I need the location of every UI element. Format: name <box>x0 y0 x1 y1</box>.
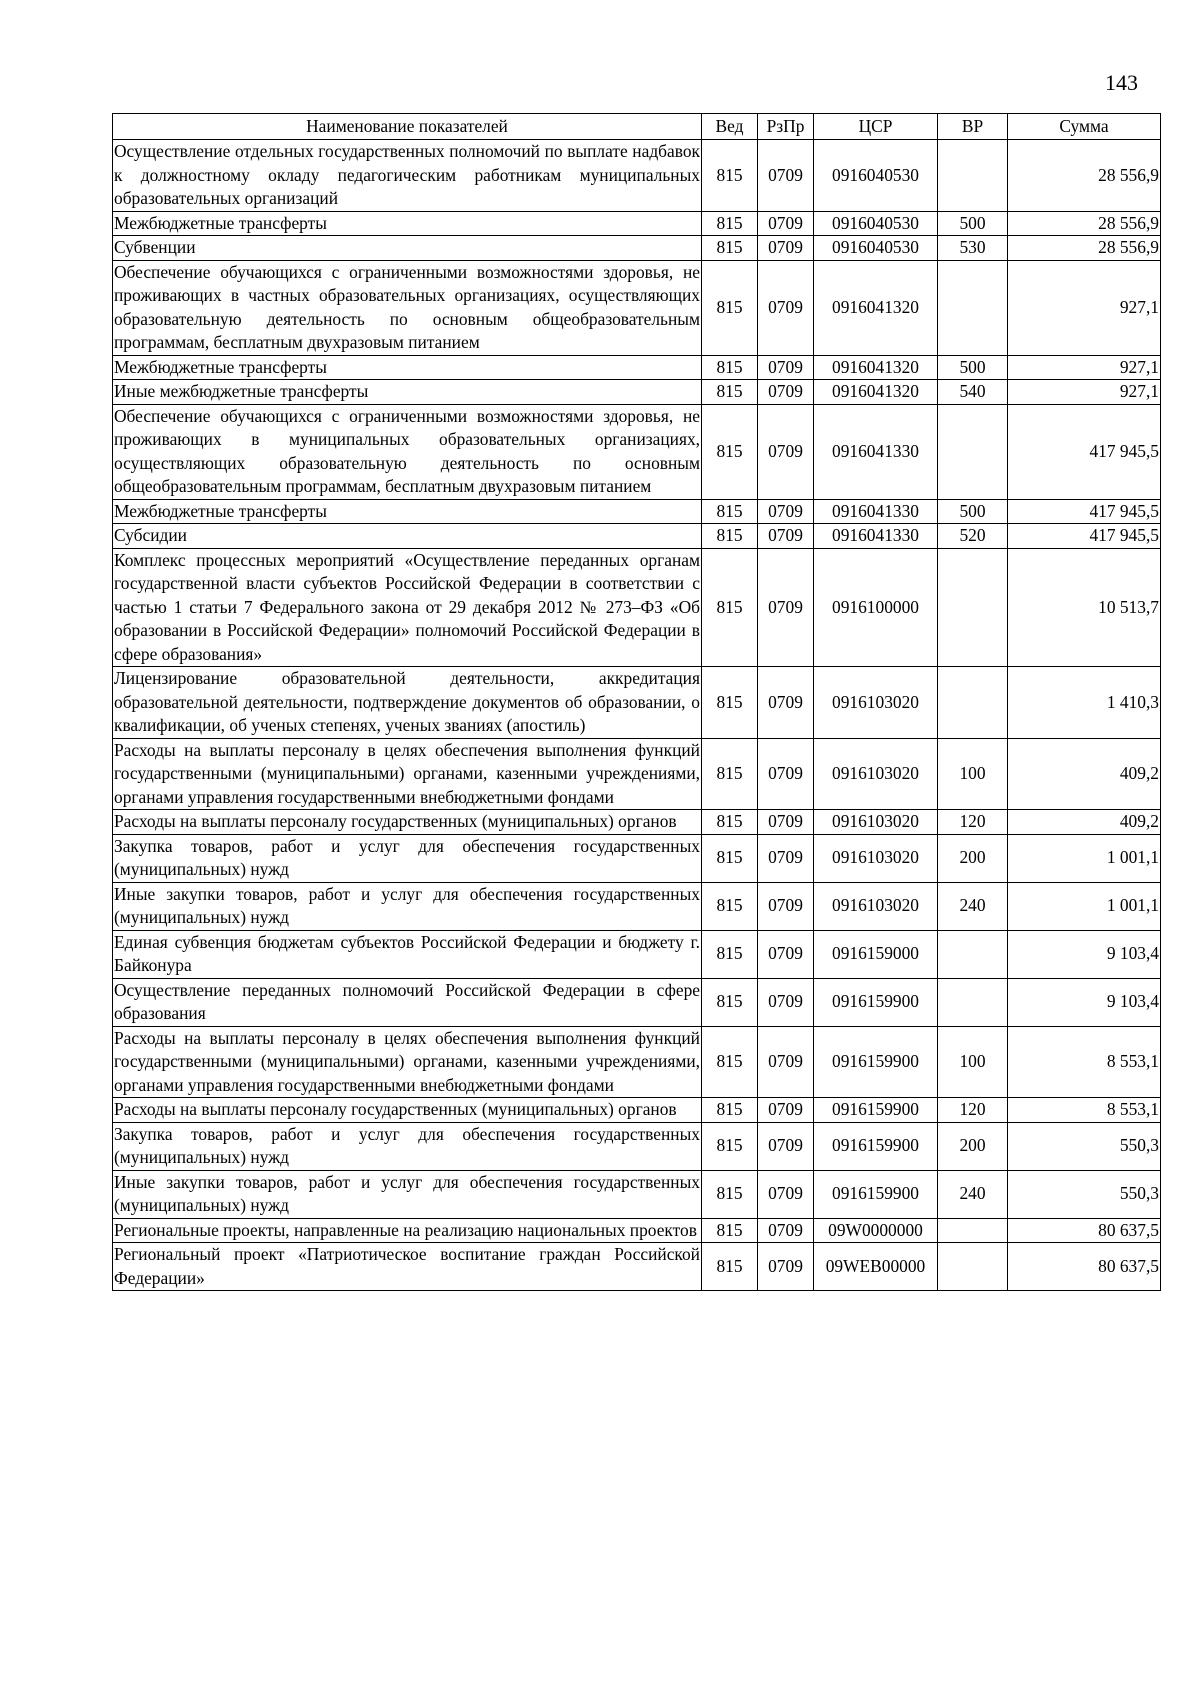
row-rzpr: 0709 <box>758 810 814 835</box>
row-sum: 417 945,5 <box>1008 404 1161 499</box>
table-row <box>113 1170 1161 1218</box>
row-vr: 530 <box>938 236 1008 261</box>
row-ved: 815 <box>702 524 758 549</box>
table-row <box>113 1122 1161 1170</box>
row-rzpr: 0709 <box>758 882 814 930</box>
header-ved: Вед <box>702 114 758 140</box>
row-ved: 815 <box>702 1098 758 1123</box>
row-ved: 815 <box>702 834 758 882</box>
row-sum: 409,2 <box>1008 810 1161 835</box>
row-name: Лицензирование образовательной деятельности, аккредитация образовательной деятельности, подтверждение документов об образовании, о квалификации, об ученых степенях, ученых званиях (апостиль) <box>113 667 702 739</box>
row-name: Осуществление отдельных государственных полномочий по выплате надбавок к должностному окладу педагогическим работникам муниципальных образовательных организаций <box>113 140 702 212</box>
row-sum: 8 553,1 <box>1008 1026 1161 1098</box>
row-sum: 417 945,5 <box>1008 499 1161 524</box>
header-csr: ЦСР <box>814 114 938 140</box>
row-ved: 815 <box>702 211 758 236</box>
budget-table <box>112 113 1161 1291</box>
row-rzpr: 0709 <box>758 404 814 499</box>
table-row <box>113 260 1161 355</box>
row-csr: 0916041330 <box>814 499 938 524</box>
table-row <box>113 667 1161 739</box>
row-vr: 120 <box>938 1098 1008 1123</box>
row-csr: 0916103020 <box>814 667 938 739</box>
row-name: Закупка товаров, работ и услуг для обеспечения государственных (муниципальных) нужд <box>113 834 702 882</box>
row-csr: 0916159900 <box>814 978 938 1026</box>
row-name: Субвенции <box>113 236 702 261</box>
row-sum: 9 103,4 <box>1008 930 1161 978</box>
row-rzpr: 0709 <box>758 548 814 667</box>
row-vr: 500 <box>938 355 1008 380</box>
table-body <box>113 140 1161 1291</box>
row-vr <box>938 978 1008 1026</box>
row-csr: 0916103020 <box>814 738 938 810</box>
row-csr: 0916041330 <box>814 524 938 549</box>
row-csr: 0916159900 <box>814 1098 938 1123</box>
row-ved: 815 <box>702 810 758 835</box>
row-vr: 200 <box>938 834 1008 882</box>
table-row <box>113 1026 1161 1098</box>
row-csr: 09WEB00000 <box>814 1243 938 1291</box>
row-rzpr: 0709 <box>758 1098 814 1123</box>
table-row <box>113 524 1161 549</box>
row-name: Осуществление переданных полномочий Российской Федерации в сфере образования <box>113 978 702 1026</box>
row-csr: 0916103020 <box>814 882 938 930</box>
row-csr: 0916159900 <box>814 1170 938 1218</box>
row-vr: 500 <box>938 211 1008 236</box>
row-sum: 927,1 <box>1008 260 1161 355</box>
row-rzpr: 0709 <box>758 140 814 212</box>
row-sum: 80 637,5 <box>1008 1218 1161 1243</box>
row-vr <box>938 140 1008 212</box>
page-number: 143 <box>1105 70 1138 95</box>
row-vr: 240 <box>938 1170 1008 1218</box>
row-vr <box>938 1243 1008 1291</box>
row-name: Субсидии <box>113 524 702 549</box>
row-name: Расходы на выплаты персоналу государственных (муниципальных) органов <box>113 810 702 835</box>
row-vr: 100 <box>938 738 1008 810</box>
row-vr <box>938 930 1008 978</box>
row-rzpr: 0709 <box>758 738 814 810</box>
row-ved: 815 <box>702 930 758 978</box>
row-ved: 815 <box>702 404 758 499</box>
table-row <box>113 548 1161 667</box>
row-rzpr: 0709 <box>758 1122 814 1170</box>
row-csr: 0916040530 <box>814 140 938 212</box>
row-name: Межбюджетные трансферты <box>113 355 702 380</box>
row-ved: 815 <box>702 499 758 524</box>
row-name: Комплекс процессных мероприятий «Осуществление переданных органам государственной власти субъектов Российской Федерации в соответствии с частью 1 статьи 7 Федерального закона от 29 декабря 2012 № 273–ФЗ «Об образовании в Российской Федерации» полномочий Российской Федерации в сфере образования» <box>113 548 702 667</box>
row-sum: 10 513,7 <box>1008 548 1161 667</box>
row-name: Иные закупки товаров, работ и услуг для обеспечения государственных (муниципальных) нужд <box>113 1170 702 1218</box>
row-name: Межбюджетные трансферты <box>113 211 702 236</box>
row-sum: 80 637,5 <box>1008 1243 1161 1291</box>
row-csr: 0916100000 <box>814 548 938 667</box>
row-ved: 815 <box>702 260 758 355</box>
row-name: Единая субвенция бюджетам субъектов Российской Федерации и бюджету г. Байконура <box>113 930 702 978</box>
row-ved: 815 <box>702 978 758 1026</box>
table-row <box>113 810 1161 835</box>
table-row <box>113 930 1161 978</box>
row-name: Иные межбюджетные трансферты <box>113 380 702 405</box>
row-rzpr: 0709 <box>758 380 814 405</box>
row-rzpr: 0709 <box>758 524 814 549</box>
row-vr: 520 <box>938 524 1008 549</box>
row-ved: 815 <box>702 548 758 667</box>
row-ved: 815 <box>702 1243 758 1291</box>
row-rzpr: 0709 <box>758 930 814 978</box>
row-rzpr: 0709 <box>758 1170 814 1218</box>
row-sum: 28 556,9 <box>1008 236 1161 261</box>
table-row <box>113 236 1161 261</box>
row-sum: 927,1 <box>1008 380 1161 405</box>
row-ved: 815 <box>702 1122 758 1170</box>
row-csr: 0916041320 <box>814 380 938 405</box>
header-name: Наименование показателей <box>113 114 702 140</box>
row-sum: 8 553,1 <box>1008 1098 1161 1123</box>
row-ved: 815 <box>702 1218 758 1243</box>
row-sum: 409,2 <box>1008 738 1161 810</box>
row-name: Расходы на выплаты персоналу в целях обеспечения выполнения функций государственными (муниципальными) органами, казенными учреждениями, органами управления государственными внебюджетными фондами <box>113 1026 702 1098</box>
table-row <box>113 380 1161 405</box>
row-rzpr: 0709 <box>758 499 814 524</box>
header-sum: Сумма <box>1008 114 1161 140</box>
header-vr: ВР <box>938 114 1008 140</box>
row-rzpr: 0709 <box>758 236 814 261</box>
row-name: Закупка товаров, работ и услуг для обеспечения государственных (муниципальных) нужд <box>113 1122 702 1170</box>
row-ved: 815 <box>702 355 758 380</box>
table-row <box>113 1243 1161 1291</box>
row-csr: 0916041330 <box>814 404 938 499</box>
row-vr: 100 <box>938 1026 1008 1098</box>
row-ved: 815 <box>702 380 758 405</box>
row-vr <box>938 548 1008 667</box>
table-row <box>113 355 1161 380</box>
row-ved: 815 <box>702 667 758 739</box>
row-csr: 0916041320 <box>814 260 938 355</box>
table-row <box>113 738 1161 810</box>
row-rzpr: 0709 <box>758 978 814 1026</box>
row-vr <box>938 260 1008 355</box>
row-name: Расходы на выплаты персоналу в целях обеспечения выполнения функций государственными (муниципальными) органами, казенными учреждениями, органами управления государственными внебюджетными фондами <box>113 738 702 810</box>
row-vr: 240 <box>938 882 1008 930</box>
row-csr: 0916103020 <box>814 810 938 835</box>
row-vr <box>938 404 1008 499</box>
row-sum: 550,3 <box>1008 1122 1161 1170</box>
row-csr: 09W0000000 <box>814 1218 938 1243</box>
row-sum: 1 001,1 <box>1008 834 1161 882</box>
row-sum: 9 103,4 <box>1008 978 1161 1026</box>
row-sum: 927,1 <box>1008 355 1161 380</box>
table-row <box>113 978 1161 1026</box>
row-ved: 815 <box>702 882 758 930</box>
header-rzpr: РзПр <box>758 114 814 140</box>
row-ved: 815 <box>702 140 758 212</box>
row-name: Иные закупки товаров, работ и услуг для обеспечения государственных (муниципальных) нужд <box>113 882 702 930</box>
table-row <box>113 499 1161 524</box>
table-header-row <box>113 114 1161 140</box>
row-rzpr: 0709 <box>758 1026 814 1098</box>
row-name: Обеспечение обучающихся с ограниченными возможностями здоровья, не проживающих в муниципальных образовательных организациях, осуществляющих образовательную деятельность по основным общеобразовательным программам, бесплатным двухразовым питанием <box>113 404 702 499</box>
table-row <box>113 211 1161 236</box>
row-vr: 200 <box>938 1122 1008 1170</box>
row-vr <box>938 667 1008 739</box>
row-rzpr: 0709 <box>758 1243 814 1291</box>
table-row <box>113 834 1161 882</box>
row-csr: 0916159900 <box>814 1026 938 1098</box>
row-rzpr: 0709 <box>758 355 814 380</box>
row-rzpr: 0709 <box>758 260 814 355</box>
row-csr: 0916040530 <box>814 211 938 236</box>
row-sum: 417 945,5 <box>1008 524 1161 549</box>
row-sum: 28 556,9 <box>1008 140 1161 212</box>
row-vr <box>938 1218 1008 1243</box>
row-sum: 28 556,9 <box>1008 211 1161 236</box>
table-row <box>113 140 1161 212</box>
row-rzpr: 0709 <box>758 211 814 236</box>
row-sum: 550,3 <box>1008 1170 1161 1218</box>
row-vr: 540 <box>938 380 1008 405</box>
row-rzpr: 0709 <box>758 1218 814 1243</box>
row-name: Региональный проект «Патриотическое воспитание граждан Российской Федерации» <box>113 1243 702 1291</box>
row-rzpr: 0709 <box>758 834 814 882</box>
row-csr: 0916159000 <box>814 930 938 978</box>
row-ved: 815 <box>702 738 758 810</box>
row-csr: 0916103020 <box>814 834 938 882</box>
row-csr: 0916041320 <box>814 355 938 380</box>
row-name: Межбюджетные трансферты <box>113 499 702 524</box>
row-name: Региональные проекты, направленные на реализацию национальных проектов <box>113 1218 702 1243</box>
row-name: Расходы на выплаты персоналу государственных (муниципальных) органов <box>113 1098 702 1123</box>
row-rzpr: 0709 <box>758 667 814 739</box>
row-csr: 0916159900 <box>814 1122 938 1170</box>
row-sum: 1 410,3 <box>1008 667 1161 739</box>
table-row <box>113 404 1161 499</box>
row-vr: 500 <box>938 499 1008 524</box>
table-row <box>113 882 1161 930</box>
row-ved: 815 <box>702 1170 758 1218</box>
table-row <box>113 1098 1161 1123</box>
row-vr: 120 <box>938 810 1008 835</box>
row-ved: 815 <box>702 1026 758 1098</box>
row-csr: 0916040530 <box>814 236 938 261</box>
table-row <box>113 1218 1161 1243</box>
row-name: Обеспечение обучающихся с ограниченными возможностями здоровья, не проживающих в частных образовательных организациях, осуществляющих образовательную деятельность по основным общеобразовательным программам, бесплатным двухразовым питанием <box>113 260 702 355</box>
row-ved: 815 <box>702 236 758 261</box>
row-sum: 1 001,1 <box>1008 882 1161 930</box>
